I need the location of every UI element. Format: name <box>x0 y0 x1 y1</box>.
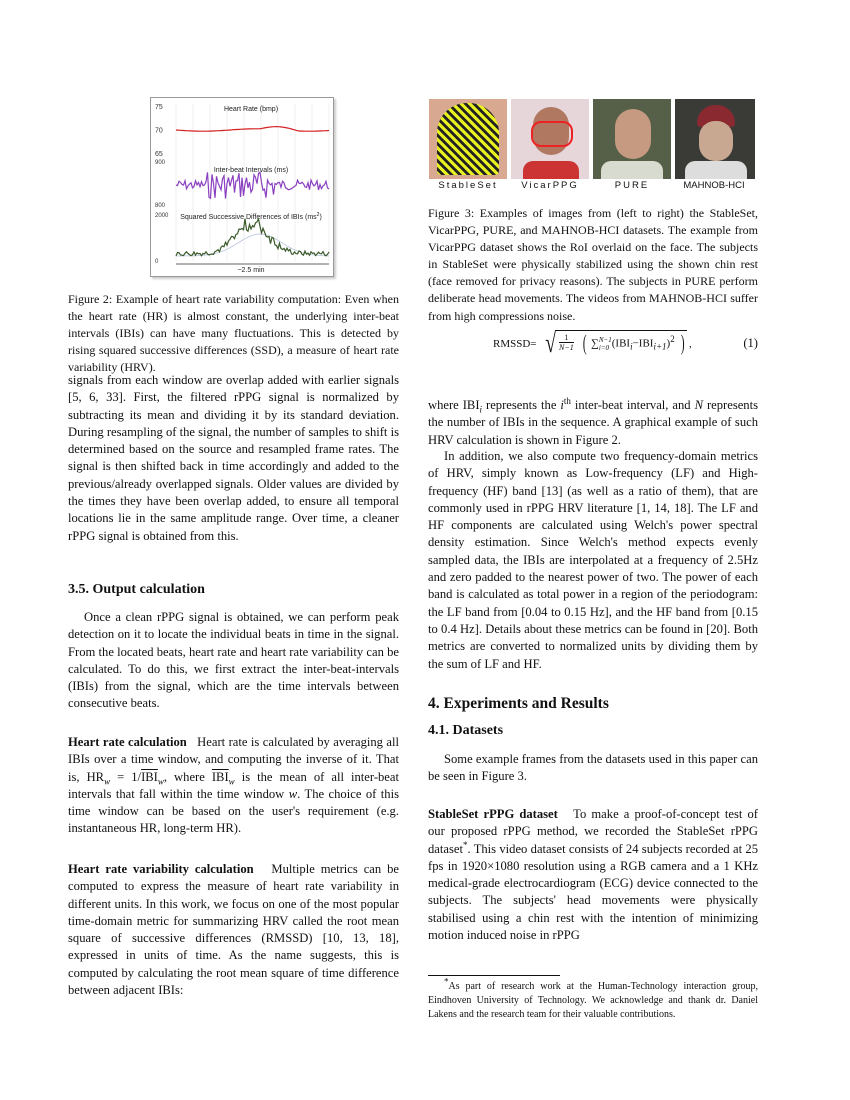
x-axis-label: ~2.5 min <box>237 267 265 274</box>
text: ) <box>666 337 671 350</box>
sum-expression <box>591 333 675 352</box>
panel-title: Squared Successive Differences of IBIs $(ms^2)$ <box>180 212 322 221</box>
text: To make a proof-of-concept test of our proposed rPPG method, we recorded the StableSet rPPG dataset <box>428 807 758 856</box>
equation-lhs: RMSSD= <box>493 338 537 350</box>
mahnob-hci-image <box>675 99 755 179</box>
series-line <box>176 127 329 132</box>
equation-number: (1) <box>743 336 758 350</box>
footnote-text: As part of research work at the Human-Technology interaction group, Eindhoven University of Technology. We acknowledge and thank dr. Daniel Lakens and the research team for their valuable contributions. <box>428 981 758 1021</box>
figure-3-caption: Figure 3: Examples of images from (left to right) the StableSet, VicarPPG, PURE, and MAHNOB-HCI datasets. The example from VicarPPG dataset shows the RoI overlaid on the face. The subjects in StableSet were physically stabilized using the shown chin rest (face removed for privacy reasons). The subjects in PURE perform deliberate head movements. The videos from MAHNOB-HCI suffer from high compressions noise. <box>428 206 758 323</box>
paren: ( <box>582 330 587 355</box>
section-heading-4-1: 4.1. Datasets <box>428 723 504 738</box>
text: Multiple metrics can be computed to express the measure of heart rate variability in different units. In this work, we focus on one of the most popular time-domain metric for summarizing HRV called the root mean square of successive differences (RMSSD) [10, 13, 18], expressed in units of time. As the name suggests, this is computed by calculating the root mean square of time difference between adjacent IBIs: <box>68 862 399 998</box>
hrv-chart <box>151 98 333 276</box>
paragraph-hrv <box>68 861 399 999</box>
text: w <box>288 786 298 801</box>
section-heading-3-5: 3.5. Output calculation <box>68 582 205 597</box>
y-tick-label: 2000 <box>155 213 169 219</box>
sum-sub: i=0 <box>598 344 610 352</box>
text: −IBI <box>632 337 654 350</box>
figure-2-caption: Figure 2: Example of heart rate variability computation: Even when the heart rate (HR) is almost constant, the underlying inter-beat intervals (IBIs) can have many fluctuations. This is detected by rising squared successive differences (SSD), a measure of heart rate variability (HRV). <box>68 292 399 375</box>
image-label: MAHNOB-HCI <box>683 180 745 191</box>
y-tick-label: 75 <box>155 104 163 111</box>
text: = 1/ <box>110 769 142 784</box>
text: 2 <box>670 333 675 344</box>
stableset-image <box>429 99 507 179</box>
text: i <box>630 341 633 352</box>
text: N <box>694 398 703 412</box>
numerator: 1 <box>559 333 574 343</box>
panel-title: Heart Rate (bmp) <box>223 106 279 113</box>
denominator: N−1 <box>559 343 574 352</box>
paren: ) <box>680 330 685 355</box>
text: is the mean of all inter-beat intervals that fall within the time window <box>68 769 399 801</box>
pure-image <box>593 99 671 179</box>
image-label: PURE <box>614 180 650 191</box>
paragraph-overlap-add: signals from each window are overlap added with earlier signals [5, 6, 33]. First, the filtered rPPG signal is normalized by subtracting its mean and dividing it by its standard deviation. During resampling of the signal, the number of samples to shift is determined based on the source and resampled frame rates. The signal is then shifted back in time accordingly and added to the previous/already overlapped signals. Older values are divided by the times they have been overlap added, to ensure all temporal locations lie in the same amplitude range. Over time, a cleaner rPPG signal is obtained from this. <box>68 373 399 543</box>
paragraph-title: StableSet rPPG dataset <box>428 807 558 821</box>
fraction <box>559 333 574 352</box>
paragraph-title: Heart rate calculation <box>68 735 187 749</box>
panel-title: Inter-beat Intervals (ms) <box>213 167 289 174</box>
footnote-mark: * <box>462 839 468 850</box>
paragraph-output: Once a clean rPPG signal is obtained, we can perform peak detection on it to locate the individual beats in time in the signal. From the located beats, heart rate and heart rate variability can be calculated. To do this, we first extract the inter-beat-intervals (IBIs) from the signal, which are the time intervals between consecutive beats. <box>68 610 399 711</box>
series-line <box>176 219 329 256</box>
image-label: VicarPPG <box>521 180 579 191</box>
sqrt-bar <box>555 330 687 331</box>
text: represents the number of IBIs in the sequence. A graphical example of such HRV calculation is shown in Figure 2. <box>428 398 759 447</box>
text: (IBI <box>611 337 631 350</box>
text: i <box>479 404 483 415</box>
equation-rmssd <box>493 330 758 358</box>
y-tick-label: 0 <box>155 259 159 265</box>
sqrt-sign: √ <box>545 328 557 359</box>
paragraph-title: Heart rate variability calculation <box>68 862 254 876</box>
vicarppg-image <box>511 99 589 179</box>
text: i <box>560 398 564 412</box>
sum-sup: N−1 <box>598 336 612 344</box>
paragraph-frequency: In addition, we also compute two frequency-domain metrics of HRV, simply known as Low-frequency (LF) and High-frequency (HF) band [13] (as well as a ratio of them), that are commonly used in rPPG HRV literature [1, 14, 18]. The LF and HF components are calculated using Welch's power spectral density estimation. Since Welch's method expects evenly sampled data, the IBIs are interpolated at a frequency of 2.5Hz and zero padded to the nearest power of two. The power of each band is calculated as total power in a region of the periodogram: the LF band from [0.04 to 0.15 Hz], and the HF band from [0.15 to 0.4 Hz]. Details about these metrics can be found in [20]. Both metrics are converted to normalized units by dividing them by the sum of LF and HF. <box>428 449 758 671</box>
series-line <box>176 172 329 198</box>
paragraph-heart-rate <box>68 734 399 838</box>
text: . This video dataset consists of 24 subjects recorded at 25 fps in 1920×1080 resolution using a RGB camera and a 1 KHz medical-grade electrocardiogram (ECG) device connected to the subjects. The subjects' head movements were physically stabilised using a chin rest with the intention of minimizing motion induced noise in rPPG <box>428 841 758 943</box>
sum-sign: ∑ <box>591 337 599 350</box>
figure-2 <box>150 97 334 277</box>
text: w <box>157 776 164 787</box>
text: $\overline{IBI}$ <box>141 769 158 784</box>
text: inter-beat interval, and <box>570 398 695 412</box>
text: . The choice of this time window can be based on the user's requirement (e.g. instantaneous HR, long-term HR). <box>68 786 399 836</box>
footnote <box>428 976 758 1023</box>
footnote-mark: * <box>444 976 449 987</box>
text: where IBI <box>428 398 480 412</box>
text: represents the <box>482 398 561 412</box>
paragraph-stableset <box>428 806 758 944</box>
text: , <box>689 338 692 350</box>
figure-3-images <box>429 99 755 179</box>
text: w <box>228 776 235 787</box>
y-tick-label: 900 <box>155 160 166 166</box>
section-heading-4: 4. Experiments and Results <box>428 695 609 712</box>
text: Heart rate is calculated by averaging all IBIs over a time window, and computing the inverse of it. That is, HR <box>68 735 399 784</box>
text: $\overline{IBI}$ <box>211 769 229 784</box>
paragraph-ibi-def <box>428 397 758 449</box>
paragraph-datasets: Some example frames from the datasets used in this paper can be seen in Figure 3. <box>428 752 758 784</box>
text: i+1 <box>653 341 667 352</box>
text: , where <box>163 769 212 784</box>
y-tick-label: 65 <box>155 151 163 158</box>
image-label: StableSet <box>438 180 498 191</box>
y-tick-label: 800 <box>155 203 166 209</box>
y-tick-label: 70 <box>155 127 163 135</box>
text: th <box>563 395 571 406</box>
text: w <box>104 776 111 787</box>
